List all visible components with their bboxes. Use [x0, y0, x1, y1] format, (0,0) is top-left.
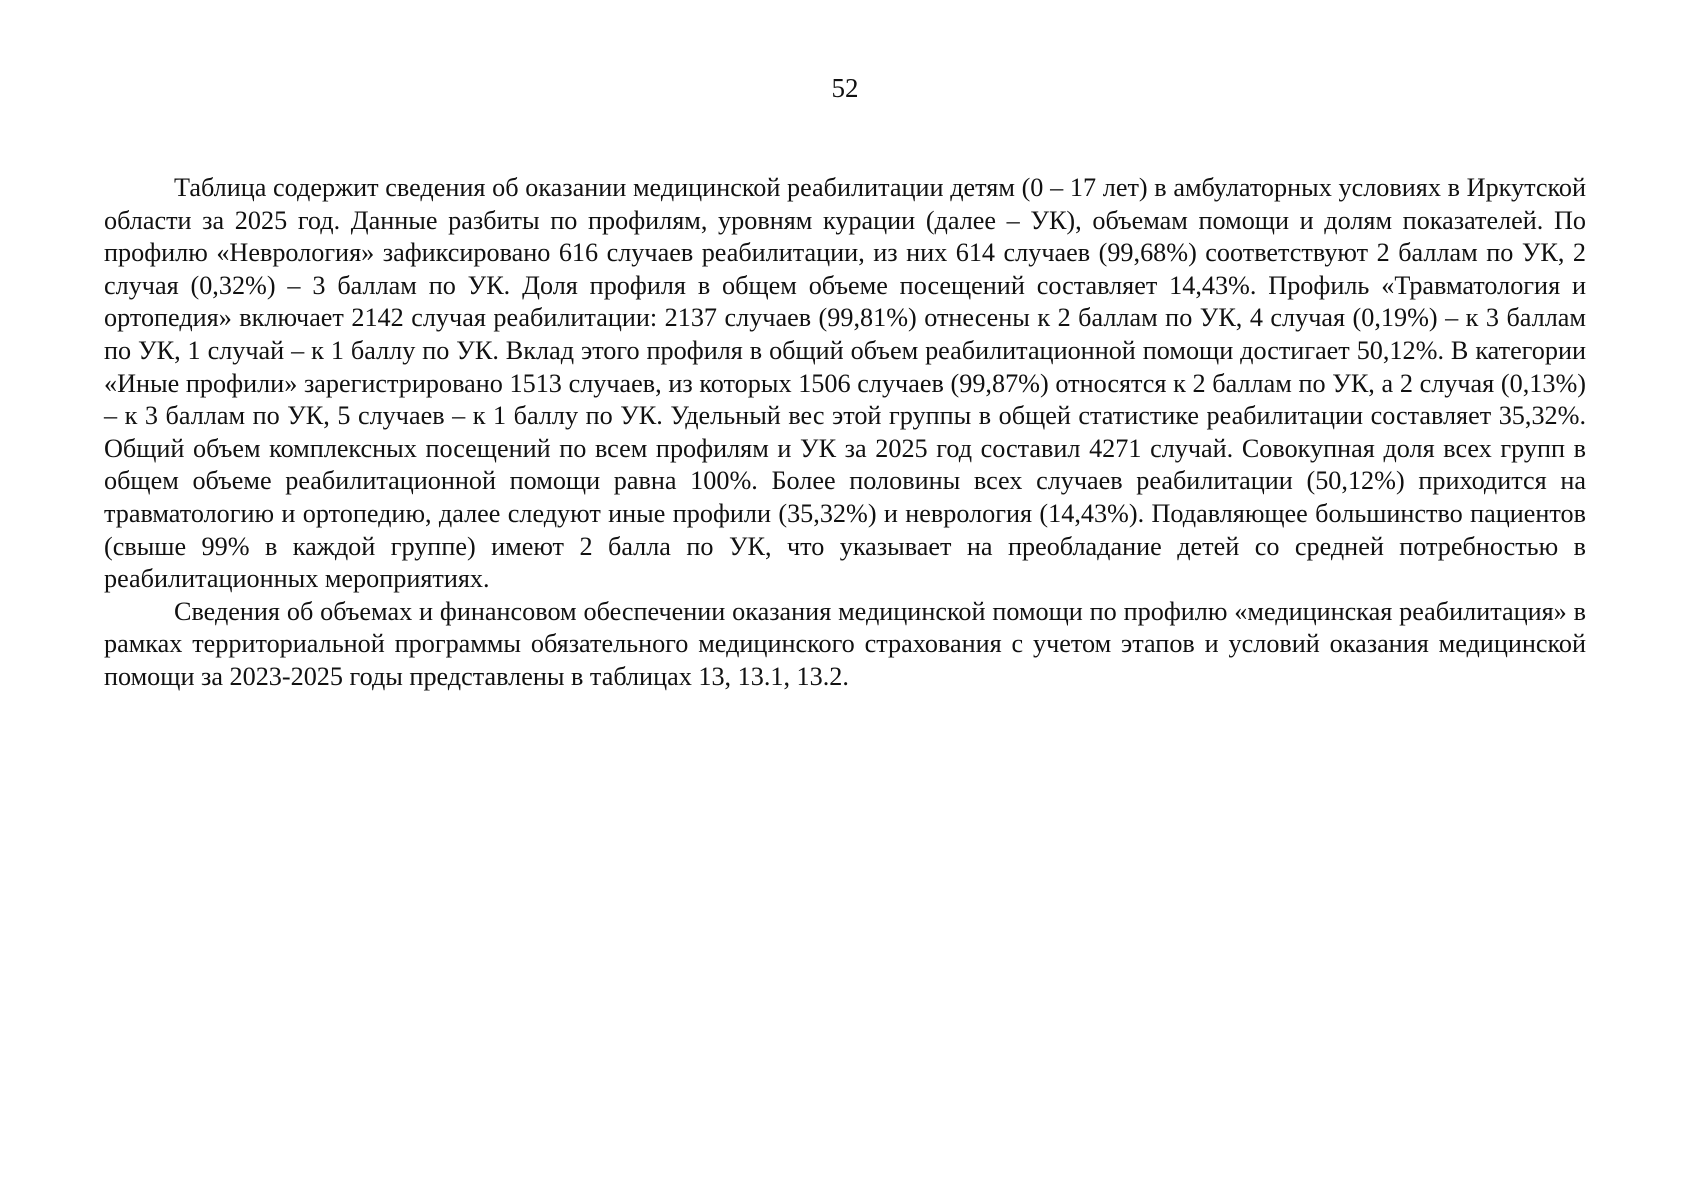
paragraph-rehabilitation-summary: Таблица содержит сведения об оказании медицинской реабилитации детям (0 – 17 лет) в амбулаторных условиях в Иркутской области за 2025 год. Данные разбиты по профилям, уровням курации (далее – УК), объемам помощи и долям показателей. По профилю «Неврология» зафиксировано 616 случаев реабилитации, из них 614 случаев (99,68%) соответствуют 2 баллам по УК, 2 случая (0,32%) – 3 баллам по УК. Доля профиля в общем объеме посещений составляет 14,43%. Профиль «Травматология и ортопедия» включает 2142 случая реабилитации: 2137 случаев (99,81%) отнесены к 2 баллам по УК, 4 случая (0,19%) – к 3 баллам по УК, 1 случай – к 1 баллу по УК. Вклад этого профиля в общий объем реабилитационной помощи достигает 50,12%. В категории «Иные профили» зарегистрировано 1513 случаев, из которых 1506 случаев (99,87%) относятся к 2 баллам по УК, а 2 случая (0,13%) – к 3 баллам по УК, 5 случаев – к 1 баллу по УК. Удельный вес этой группы в общей статистике реабилитации составляет 35,32%. Общий объем комплексных посещений по всем профилям и УК за 2025 год составил 4271 случай. Совокупная доля всех групп в общем объеме реабилитационной помощи равна 100%. Более половины всех случаев реабилитации (50,12%) приходится на травматологию и ортопедию, далее следуют иные профили (35,32%) и неврология (14,43%). Подавляющее большинство пациентов (свыше 99% в каждой группе) имеют 2 балла по УК, что указывает на преобладание детей со средней потребностью в реабилитационных мероприятиях.	[104, 173, 1586, 594]
page-number: 52	[831, 73, 859, 103]
paragraph-tables-reference: Сведения об объемах и финансовом обеспечении оказания медицинской помощи по профилю «медицинская реабилитация» в рамках территориальной программы обязательного медицинского страхования с учетом этапов и условий оказания медицинской помощи за 2023-2025 годы представлены в таблицах 13, 13.1, 13.2.	[104, 596, 1586, 691]
document-body	[104, 172, 1586, 694]
